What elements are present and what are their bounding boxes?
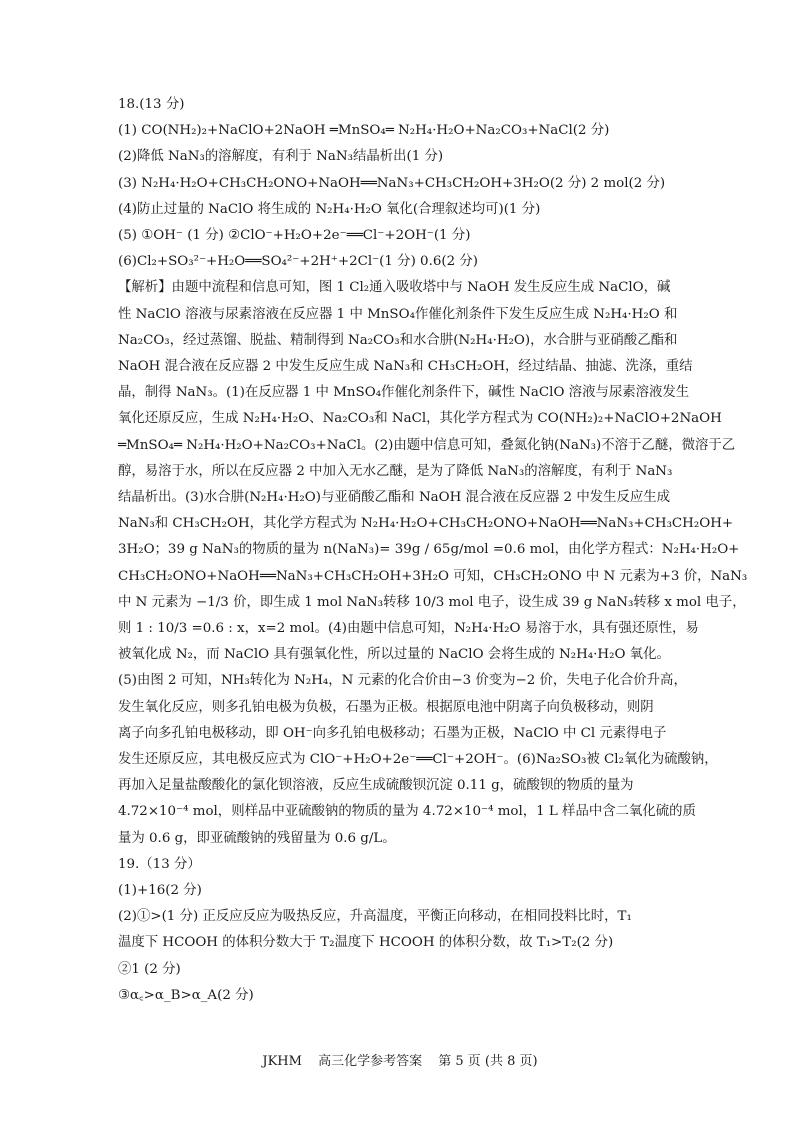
analysis-line: 晶，制得 NaN₃。(1)在反应器 1 中 MnSO₄作催化剂条件下，碱性 NaClO 溶液与尿素溶液发生 <box>118 385 690 401</box>
page-footer <box>0 1050 800 1069</box>
q18-answer-5: (5) ①OH⁻ (1 分) ②ClO⁻+H₂O+2e⁻══Cl⁻+2OH⁻(1 分) <box>118 227 471 243</box>
footer-page-number: 第 5 页 (共 8 页) <box>438 1054 538 1069</box>
q18-title: 18.(13 分) <box>118 97 185 112</box>
analysis-line: 中 N 元素为 −1/3 价，即生成 1 mol NaN₃转移 10/3 mol 电子，设生成 39 g NaN₃转移 x mol 电子， <box>118 594 746 610</box>
analysis-line: 结晶析出。(3)水合肼(N₂H₄·H₂O)与亚硝酸乙酯和 NaOH 混合液在反应器 2 中发生反应生成 <box>118 489 671 505</box>
analysis-line: 被氧化成 N₂，而 NaClO 具有强氧化性，所以过量的 NaClO 会将生成的 N₂H₄·H₂O 氧化。 <box>118 647 670 663</box>
analysis-line: 4.72×10⁻⁴ mol，则样品中亚硫酸钠的物质的量为 4.72×10⁻⁴ mol，1 L 样品中含二氧化硫的质 <box>118 804 696 820</box>
analysis-line: 发生还原反应，其电极反应式为 ClO⁻+H₂O+2e⁻══Cl⁻+2OH⁻。(6)Na₂SO₃被 Cl₂氧化为硫酸钠， <box>118 751 718 767</box>
analysis-line: 性 NaClO 溶液与尿素溶液在反应器 1 中 MnSO₄作催化剂条件下发生反应生成 N₂H₄·H₂O 和 <box>118 306 678 322</box>
analysis-line: NaN₃和 CH₃CH₂OH，其化学方程式为 N₂H₄·H₂O+CH₃CH₂ONO+NaOH══NaN₃+CH₃CH₂OH+ <box>118 516 734 532</box>
analysis-line: 【解析】由题中流程和信息可知，图 1 Cl₂通入吸收塔中与 NaOH 发生反应生成 NaClO，碱 <box>118 280 671 296</box>
q18-answer-3: (3) N₂H₄·H₂O+CH₃CH₂ONO+NaOH══NaN₃+CH₃CH₂OH+3H₂O(2 分) 2 mol(2 分) <box>118 175 666 191</box>
q19-answer-1: (1)+16(2 分) <box>118 882 202 898</box>
q19-answer-4: ②1 (2 分) <box>118 961 181 977</box>
analysis-line: 再加入足量盐酸酸化的氯化钡溶液，反应生成硫酸钡沉淀 0.11 g，硫酸钡的物质的量为 <box>118 778 634 794</box>
q18-answer-6: (6)Cl₂+SO₃²⁻+H₂O══SO₄²⁻+2H⁺+2Cl⁻(1 分) 0.6(2 分) <box>118 254 478 270</box>
footer-title: 高三化学参考答案 <box>318 1054 423 1069</box>
q18-answer-4: (4)防止过量的 NaClO 将生成的 N₂H₄·H₂O 氧化(合理叙述均可)(1 分) <box>118 201 541 217</box>
analysis-line: 3H₂O；39 g NaN₃的物质的量为 n(NaN₃)= 39g / 65g/mol =0.6 mol，由化学方程式：N₂H₄·H₂O+ <box>118 542 740 558</box>
analysis-line: 则 1 : 10/3 =0.6 : x，x=2 mol。(4)由题中信息可知，N₂H₄·H₂O 易溶于水，具有强还原性，易 <box>118 620 699 636</box>
footer-code: JKHM <box>262 1054 302 1069</box>
answer-page <box>118 92 748 1009</box>
analysis-line: CH₃CH₂ONO+NaOH══NaN₃+CH₃CH₂OH+3H₂O 可知，CH₃CH₂ONO 中 N 元素为+3 价，NaN₃ <box>118 568 748 584</box>
q19-answer-3: 温度下 HCOOH 的体积分数大于 T₂温度下 HCOOH 的体积分数，故 T₁>T₂(2 分) <box>118 935 614 951</box>
q18-answer-2: (2)降低 NaN₃的溶解度，有利于 NaN₃结晶析出(1 分) <box>118 149 444 165</box>
analysis-line: 醇，易溶于水，所以在反应器 2 中加入无水乙醚，是为了降低 NaN₃的溶解度，有利于 NaN₃ <box>118 463 673 479</box>
q19-answer-5: ③α꜀>α_B>α_A(2 分) <box>118 987 254 1003</box>
q18-analysis <box>118 275 748 851</box>
q18-answer-1: (1) CO(NH₂)₂+NaClO+2NaOH ═MnSO₄═ N₂H₄·H₂O+Na₂CO₃+NaCl(2 分) <box>118 123 610 139</box>
analysis-line: Na₂CO₃，经过蒸馏、脱盐、精制得到 Na₂CO₃和水合肼(N₂H₄·H₂O)，水合肼与亚硝酸乙酯和 <box>118 332 678 348</box>
analysis-line: (5)由图 2 可知，NH₃转化为 N₂H₄，N 元素的化合价由−3 价变为−2 价，失电子化合价升高， <box>118 673 687 689</box>
analysis-line: 量为 0.6 g，即亚硫酸钠的残留量为 0.6 g/L。 <box>118 830 396 846</box>
analysis-line: 离子向多孔铂电极移动，即 OH⁻向多孔铂电极移动；石墨为正极，NaClO 中 Cl 元素得电子 <box>118 725 667 741</box>
q19-answer-2: (2)①>(1 分) 正反应反应为吸热反应，升高温度，平衡正向移动，在相同投料比时，T₁ <box>118 909 632 925</box>
analysis-line: ═MnSO₄═ N₂H₄·H₂O+Na₂CO₃+NaCl。(2)由题中信息可知，叠氮化钠(NaN₃)不溶于乙醚，微溶于乙 <box>118 437 736 453</box>
analysis-line: 发生氧化反应，则多孔铂电极为负极，石墨为正极。根据原电池中阴离子向负极移动，则阴 <box>118 699 654 715</box>
analysis-line: 氧化还原反应，生成 N₂H₄·H₂O、Na₂CO₃和 NaCl，其化学方程式为 CO(NH₂)₂+NaClO+2NaOH <box>118 411 722 427</box>
analysis-line: NaOH 混合液在反应器 2 中发生反应生成 NaN₃和 CH₃CH₂OH，经过结晶、抽滤、洗涤，重结 <box>118 358 693 374</box>
q19-title: 19.（13 分） <box>118 856 201 872</box>
